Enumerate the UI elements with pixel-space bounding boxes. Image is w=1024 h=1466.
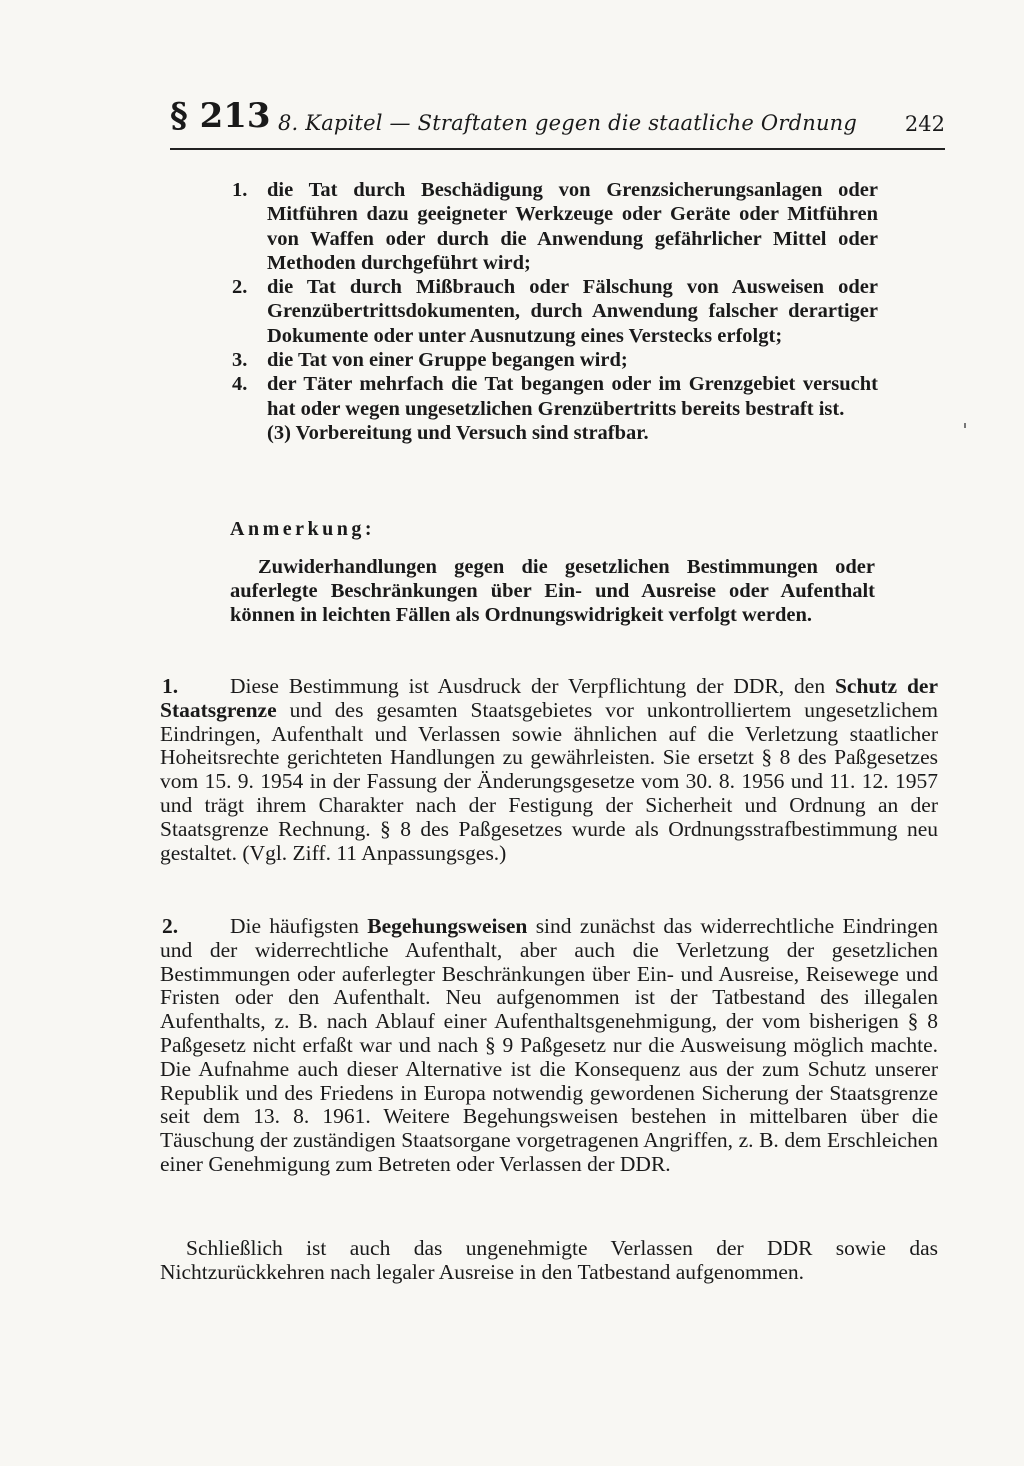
note-text bbox=[160, 675, 938, 865]
commentary-note-2 bbox=[160, 915, 938, 1177]
note-text-part: Die häufigsten bbox=[230, 914, 368, 938]
chapter-title: 8. Kapitel — Straftaten gegen die staatliche Ordnung bbox=[278, 111, 858, 135]
list-item-text: die Tat durch Mißbrauch oder Fälschung von Ausweisen oder Grenzübertrittsdokumenten, durch Anwendung falscher derartiger Dokumente oder unter Ausnutzung eines Verstecks erfolgt; bbox=[267, 276, 878, 347]
annotation-text: Zuwiderhandlungen gegen die gesetzlichen Bestimmungen oder auferlegte Beschränkungen über Ein- und Ausreise oder Aufenthalt können in leichten Fällen als Ordnungswidrigkeit verfolgt werden. bbox=[230, 556, 875, 627]
list-item-number: 4. bbox=[232, 373, 248, 396]
list-item bbox=[230, 275, 878, 348]
paragraph-3: (3) Vorbereitung und Versuch sind strafbar. bbox=[267, 421, 649, 444]
note-number: 1. bbox=[162, 674, 179, 698]
list-item-number: 3. bbox=[232, 349, 248, 372]
note-text-part: sind zunächst das widerrechtliche Eindringen und der widerrechtliche Aufenthalt, aber auch die Verletzung der gesetzlichen Bestimmungen oder auferlegter Beschränkungen über Ein- und Ausreise, Reisewege und Fristen oder den Aufenthalt. Neu aufgenommen ist der Tatbestand des illegalen Aufenthalts, z. B. nach Ablauf einer Aufenthaltsgenehmigung, der vom bisherigen § 8 Paßgesetz nicht erfaßt war und nach § 9 Paßgesetz nur die Ausweisung möglich machte. Die Aufnahme auch dieser Alternative ist die Konsequenz aus der zum Schutz unserer Republik und des Friedens in Europa notwendig gewordenen Sicherung der Staatsgrenze seit dem 13. 8. 1961. Weitere Begehungsweisen bestehen in mittelbaren über die Täuschung der zuständigen Staatsorgane vorgetragenen Angriffen, z. B. dem Erschleichen einer Genehmigung zum Betreten oder Verlassen der DDR. bbox=[160, 914, 938, 1176]
annotation-label: Anmerkung: bbox=[230, 518, 376, 540]
commentary-note-1 bbox=[160, 675, 938, 865]
list-item-text: der Täter mehrfach die Tat begangen oder im Grenzgebiet versucht hat oder wegen ungesetzlichen Grenzübertritts bereits bestraft ist. bbox=[267, 373, 878, 420]
note-text bbox=[160, 915, 938, 1177]
note-text-part: und des gesamten Staatsgebietes vor unkontrolliertem ungesetzlichem Eindringen, Aufenthalt und Verlassen sowie ähnlichen auf die Verletzung staatlicher Hoheitsrechte gerichteten Handlungen zu gewährleisten. Sie ersetzt § 8 des Paßgesetzes vom 15. 9. 1954 in der Fassung der Änderungsgesetze vom 30. 8. 1956 und 11. 12. 1957 und trägt ihrem Charakter nach der Festigung der Sicherheit und Ordnung an der Staatsgrenze Rechnung. § 8 des Paßgesetzes wurde als Ordnungsstrafbestimmung neu gestaltet. (Vgl. Ziff. 11 Anpassungsges.) bbox=[160, 697, 938, 865]
note-number: 2. bbox=[162, 914, 179, 938]
note-keyword: Schutz der Staatsgrenze bbox=[160, 674, 938, 722]
section-number: § 213 bbox=[170, 96, 271, 136]
list-item bbox=[230, 372, 878, 421]
list-item bbox=[230, 348, 878, 372]
list-item-text: die Tat von einer Gruppe begangen wird; bbox=[267, 349, 628, 372]
list-item-text: die Tat durch Beschädigung von Grenzsicherungsanlagen oder Mitführen dazu geeigneter Werkzeuge oder Geräte oder Mitführen von Waffen oder durch die Anwendung gefährlicher Mittel oder Methoden durchgeführt wird; bbox=[267, 179, 878, 274]
page-number: 242 bbox=[904, 112, 945, 136]
list-item-number: 1. bbox=[232, 179, 248, 201]
list-item-number: 2. bbox=[232, 276, 248, 299]
note-text-part: Diese Bestimmung ist Ausdruck der Verpflichtung der DDR, den bbox=[230, 674, 835, 698]
print-speck bbox=[964, 423, 966, 428]
page-header bbox=[170, 96, 945, 150]
list-item bbox=[230, 178, 878, 275]
note-keyword: Begehungsweisen bbox=[367, 914, 528, 938]
offense-list bbox=[230, 178, 878, 445]
closing-paragraph: Schließlich ist auch das ungenehmigte Verlassen der DDR sowie das Nichtzurückkehren nach legaler Ausreise in den Tatbestand aufgenommen. bbox=[160, 1236, 938, 1284]
